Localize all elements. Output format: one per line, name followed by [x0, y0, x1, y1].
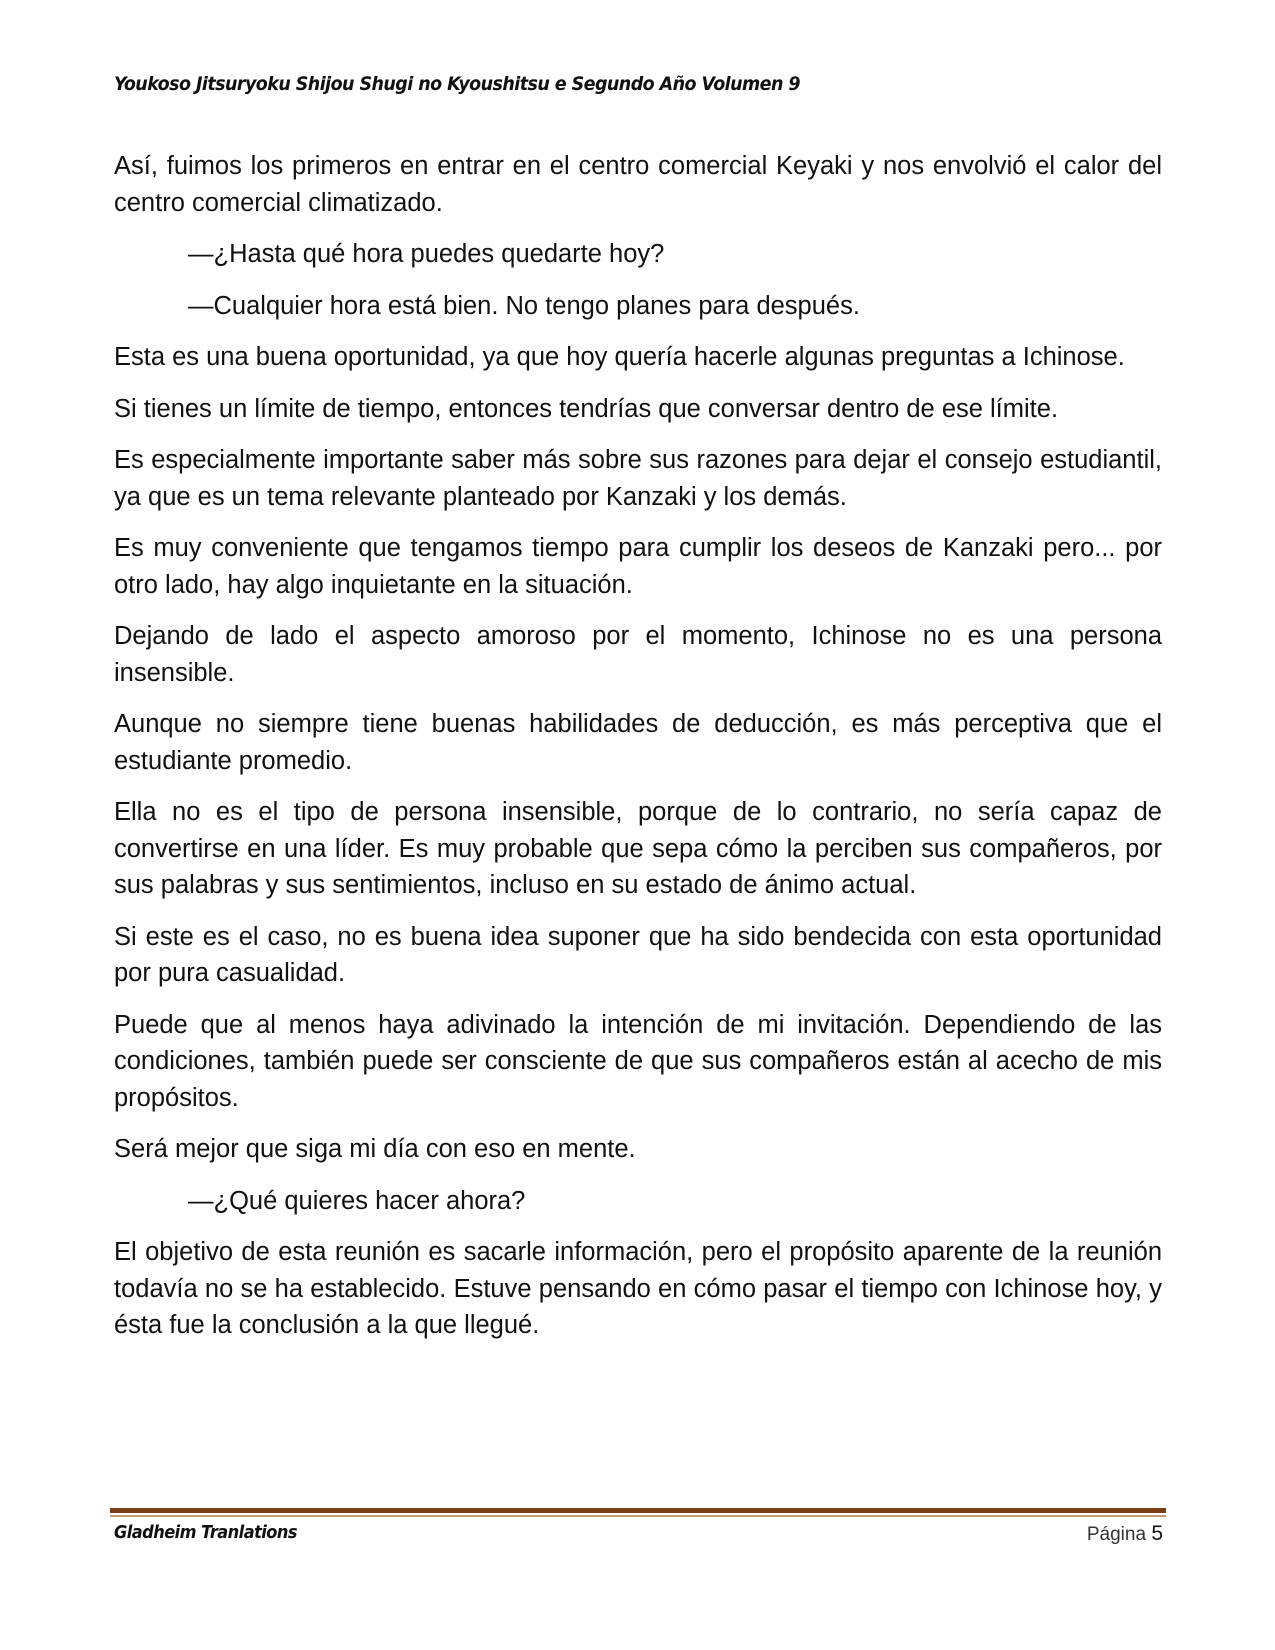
- dialogue-line: —Cualquier hora está bien. No tengo planes para después.: [188, 291, 860, 320]
- paragraph: Dejando de lado el aspecto amoroso por el momento, Ichinose no es una persona insensible.: [114, 622, 1162, 687]
- page-number-value: 5: [1151, 1522, 1163, 1545]
- page-body: [114, 148, 1162, 1359]
- footer-rule: [110, 1508, 1166, 1513]
- paragraph: Así, fuimos los primeros en entrar en el centro comercial Keyaki y nos envolvió el calor del centro comercial climatizado.: [114, 152, 1162, 217]
- paragraph: Puede que al menos haya adivinado la intención de mi invitación. Dependiendo de las condiciones, también puede ser consciente de que sus compañeros están al acecho de mis propósitos.: [114, 1010, 1162, 1112]
- paragraph: Esta es una buena oportunidad, ya que hoy quería hacerle algunas preguntas a Ichinose.: [114, 343, 1125, 371]
- paragraph: Si tienes un límite de tiempo, entonces tendrías que conversar dentro de ese límite.: [114, 394, 1059, 423]
- paragraph: Si este es el caso, no es buena idea suponer que ha sido bendecida con esta oportunidad por pura casualidad.: [114, 922, 1162, 987]
- dialogue-line: —¿Hasta qué hora puedes quedarte hoy?: [188, 240, 665, 268]
- paragraph: Es especialmente importante saber más sobre sus razones para dejar el consejo estudiantil, ya que es un tema relevante planteado por Kanzaki y los demás.: [114, 446, 1162, 511]
- page-number: [1087, 1522, 1163, 1546]
- paragraph: El objetivo de esta reunión es sacarle información, pero el propósito aparente de la reunión todavía no se ha establecido. Estuve pensando en cómo pasar el tiempo con Ichinose hoy, y ésta fue la conclusión a la que llegué.: [114, 1238, 1162, 1339]
- running-header: Youkoso Jitsuryoku Shijou Shugi no Kyoushitsu e Segundo Año Volumen 9: [114, 73, 801, 95]
- paragraph: Aunque no siempre tiene buenas habilidades de deducción, es más perceptiva que el estudiante promedio.: [114, 710, 1162, 775]
- dialogue-line: —¿Qué quieres hacer ahora?: [188, 1186, 526, 1215]
- paragraph: Ella no es el tipo de persona insensible, porque de lo contrario, no sería capaz de convertirse en una líder. Es muy probable que sepa cómo la perciben sus compañeros, por sus palabras y sus sentimientos, incluso en su estado de ánimo actual.: [114, 798, 1162, 899]
- paragraph: Será mejor que siga mi día con eso en mente.: [114, 1135, 636, 1163]
- footer-rule-thin: [110, 1515, 1166, 1517]
- paragraph: Es muy conveniente que tengamos tiempo para cumplir los deseos de Kanzaki pero... por otro lado, hay algo inquietante en la situación.: [114, 534, 1162, 599]
- page-label: Página: [1086, 1524, 1147, 1545]
- footer-translator-credit: Gladheim Tranlations: [114, 1522, 297, 1543]
